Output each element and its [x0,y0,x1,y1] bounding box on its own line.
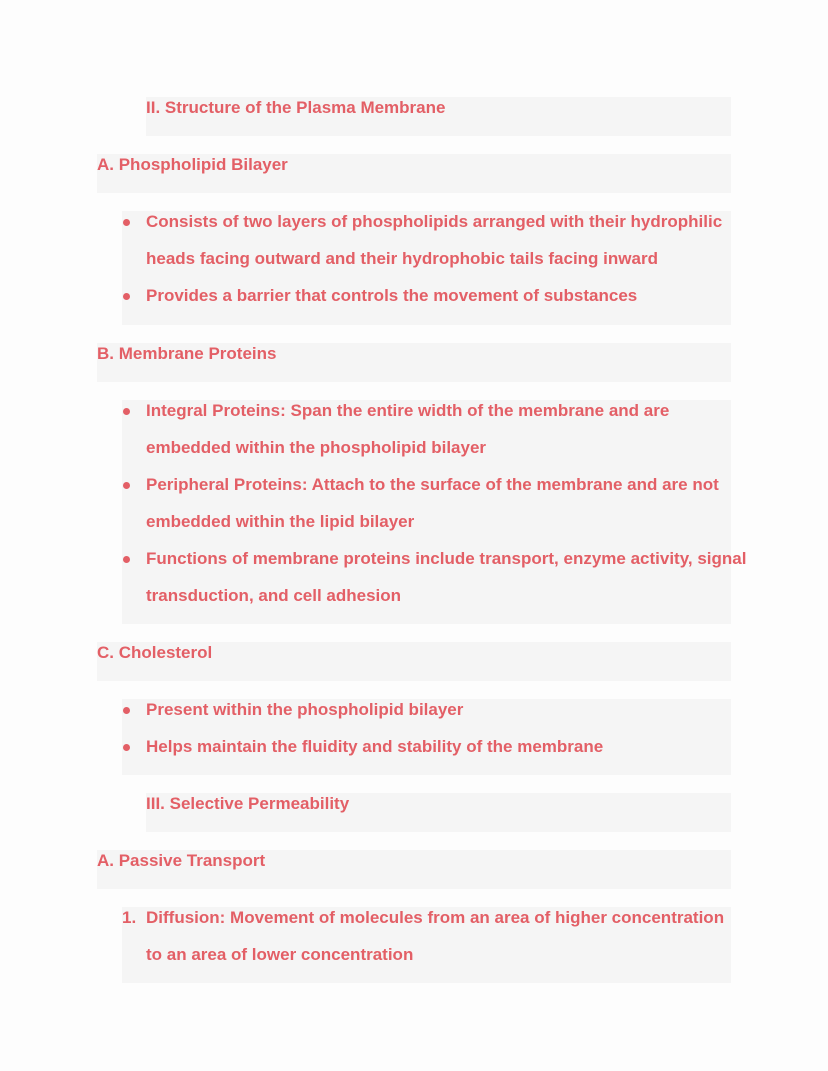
list-item-line: transduction, and cell adhesion [146,586,402,605]
bullet-dot [123,408,130,415]
subsection-heading: A. Phospholipid Bilayer [97,155,288,174]
list-item-line: Peripheral Proteins: Attach to the surface of the membrane and are not [146,475,719,494]
list-item-line: Functions of membrane proteins include transport, enzyme activity, signal [146,549,747,568]
bullet-dot [123,219,130,226]
subsection-heading: C. Cholesterol [97,643,213,662]
list-item-line: Diffusion: Movement of molecules from an area of higher concentration [146,908,725,927]
subsection-heading: A. Passive Transport [97,851,266,870]
bullet-dot [123,293,130,300]
bullet-dot [123,556,130,563]
list-item-line: Helps maintain the fluidity and stability of the membrane [146,737,604,756]
list-item-line: Provides a barrier that controls the movement of substances [146,286,638,305]
section-heading: III. Selective Permeability [146,794,350,813]
list-item-line: Consists of two layers of phospholipids arranged with their hydrophilic [146,212,723,231]
bullet-dot [123,744,130,751]
list-item-line: Present within the phospholipid bilayer [146,700,464,719]
list-item-line: Integral Proteins: Span the entire width of the membrane and are [146,401,670,420]
list-item-line: to an area of lower concentration [146,945,414,964]
list-number: 1. [122,908,137,927]
list-item-line: embedded within the lipid bilayer [146,512,415,531]
bullet-dot [123,482,130,489]
section-heading: II. Structure of the Plasma Membrane [146,98,446,117]
subsection-heading: B. Membrane Proteins [97,344,277,363]
bullet-dot [123,707,130,714]
list-item-line: embedded within the phospholipid bilayer [146,438,487,457]
list-item-line: heads facing outward and their hydrophobic tails facing inward [146,249,658,268]
